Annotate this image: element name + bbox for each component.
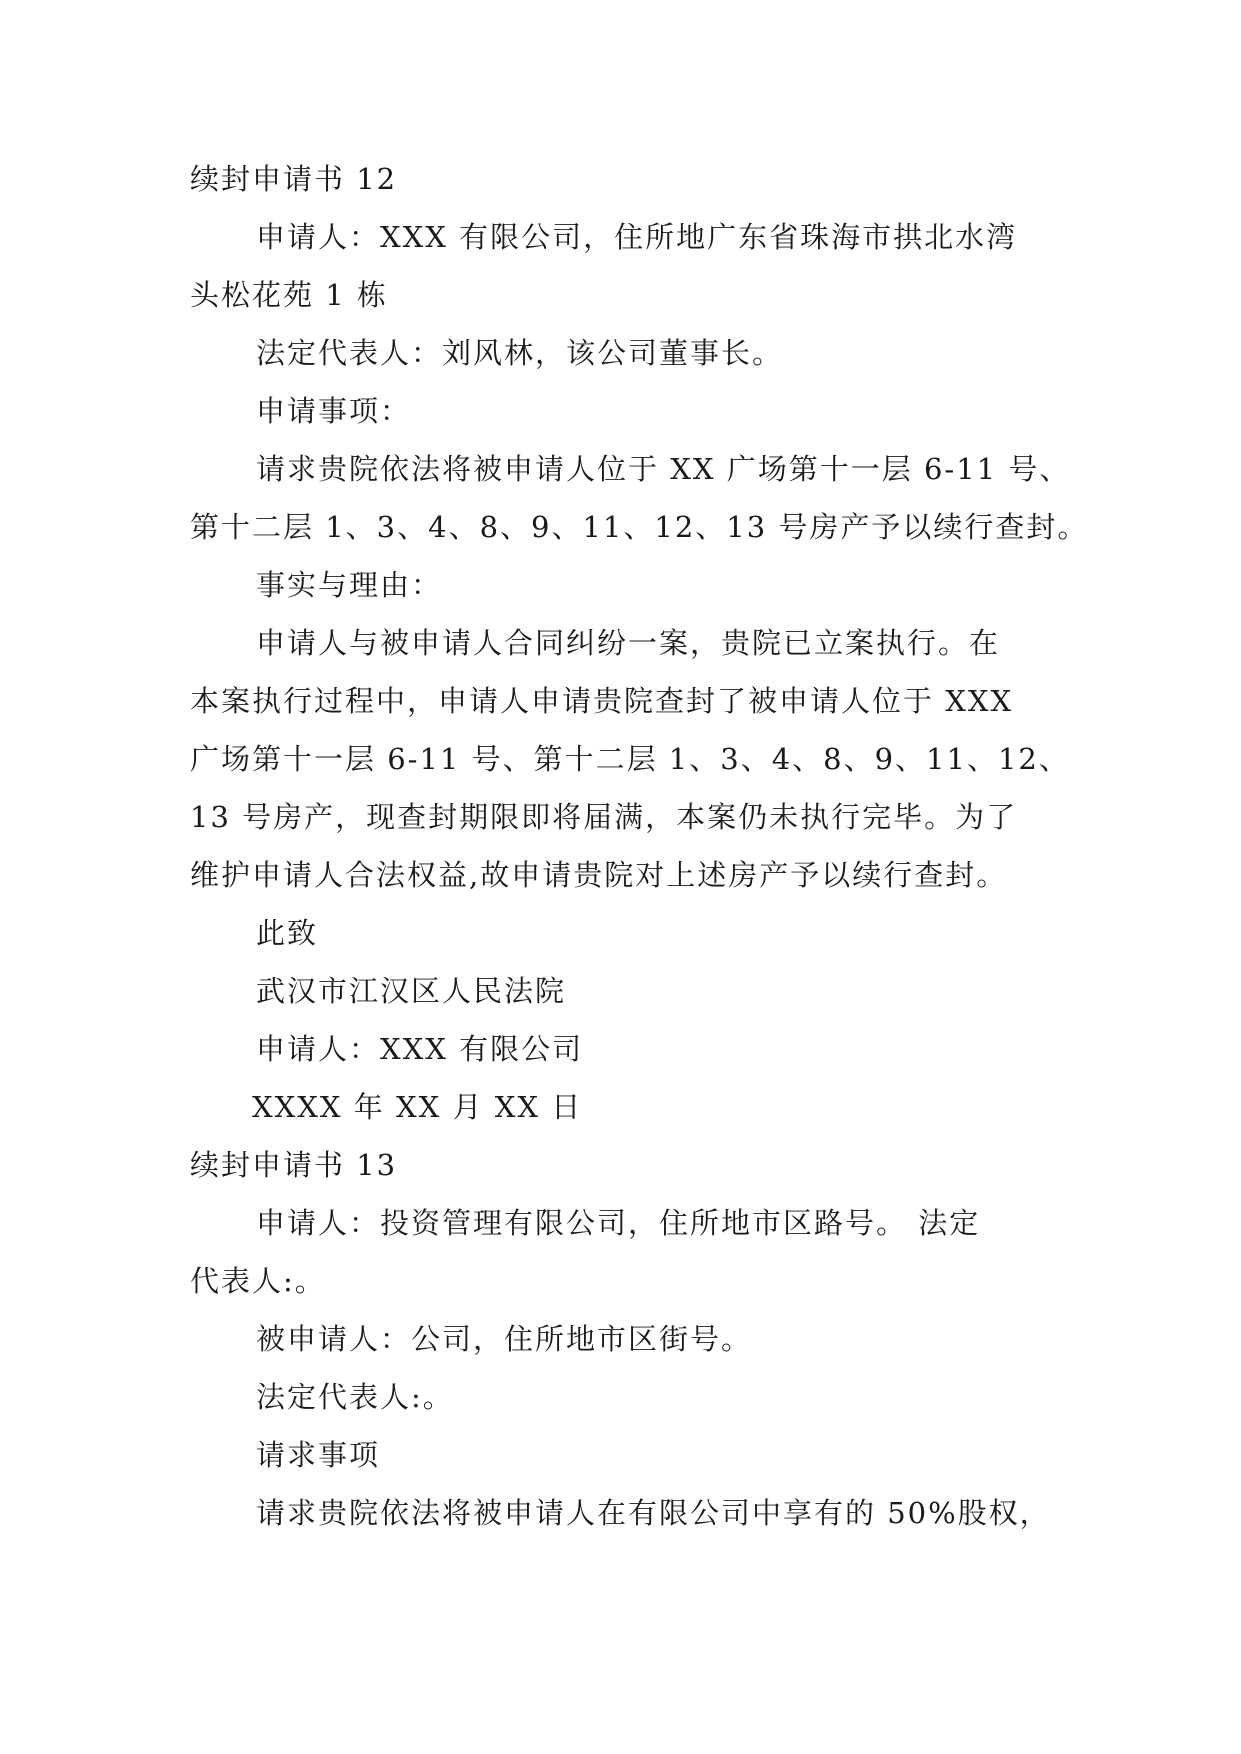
document-body [190,160,1089,1552]
paragraph-line: 维护申请人合法权益,故申请贵院对上述房产予以续行查封。 [190,858,1008,892]
paragraph-line: 法定代表人：刘风林，该公司董事长。 [256,336,784,370]
paragraph-line: 法定代表人:。 [256,1380,454,1414]
paragraph-line: 代表人:。 [190,1264,326,1298]
paragraph-line: 第十二层 1、3、4、8、9、11、12、13 号房产予以续行查封。 [190,510,1089,544]
paragraph-line: 请求贵院依法将被申请人位于 XX 广场第十一层 6-11 号、 [256,452,1071,486]
paragraph-line: 请求贵院依法将被申请人在有限公司中享有的 50%股权， [256,1496,1051,1530]
section-heading: 请求事项 [256,1438,381,1472]
paragraph-line: 被申请人：公司，住所地市区街号。 [256,1322,753,1356]
section-heading: 事实与理由： [256,568,443,602]
paragraph-line: 头松花苑 1 栋 [190,278,388,312]
document-title: 续封申请书 12 [190,162,398,196]
paragraph-line: 申请人与被申请人合同纠纷一案，贵院已立案执行。在 [256,626,1001,660]
signature-line: 申请人：XXX 有限公司 [256,1032,584,1066]
date-line: XXXX 年 XX 月 XX 日 [252,1090,583,1124]
paragraph-line: 广场第十一层 6-11 号、第十二层 1、3、4、8、9、11、12、 [190,742,1070,776]
section-heading: 申请事项： [256,394,412,428]
paragraph-line: 本案执行过程中，申请人申请贵院查封了被申请人位于 XXX [190,684,1014,718]
document-title: 续封申请书 13 [190,1148,398,1182]
paragraph-line: 申请人：投资管理有限公司，住所地市区路号。 法定 [256,1206,981,1240]
recipient-line: 武汉市江汉区人民法院 [256,974,567,1008]
paragraph-line: 申请人：XXX 有限公司，住所地广东省珠海市拱北水湾 [256,220,1018,254]
paragraph-line: 13 号房产，现查封期限即将届满，本案仍未执行完毕。为了 [190,800,1018,834]
closing-line: 此致 [256,916,319,950]
